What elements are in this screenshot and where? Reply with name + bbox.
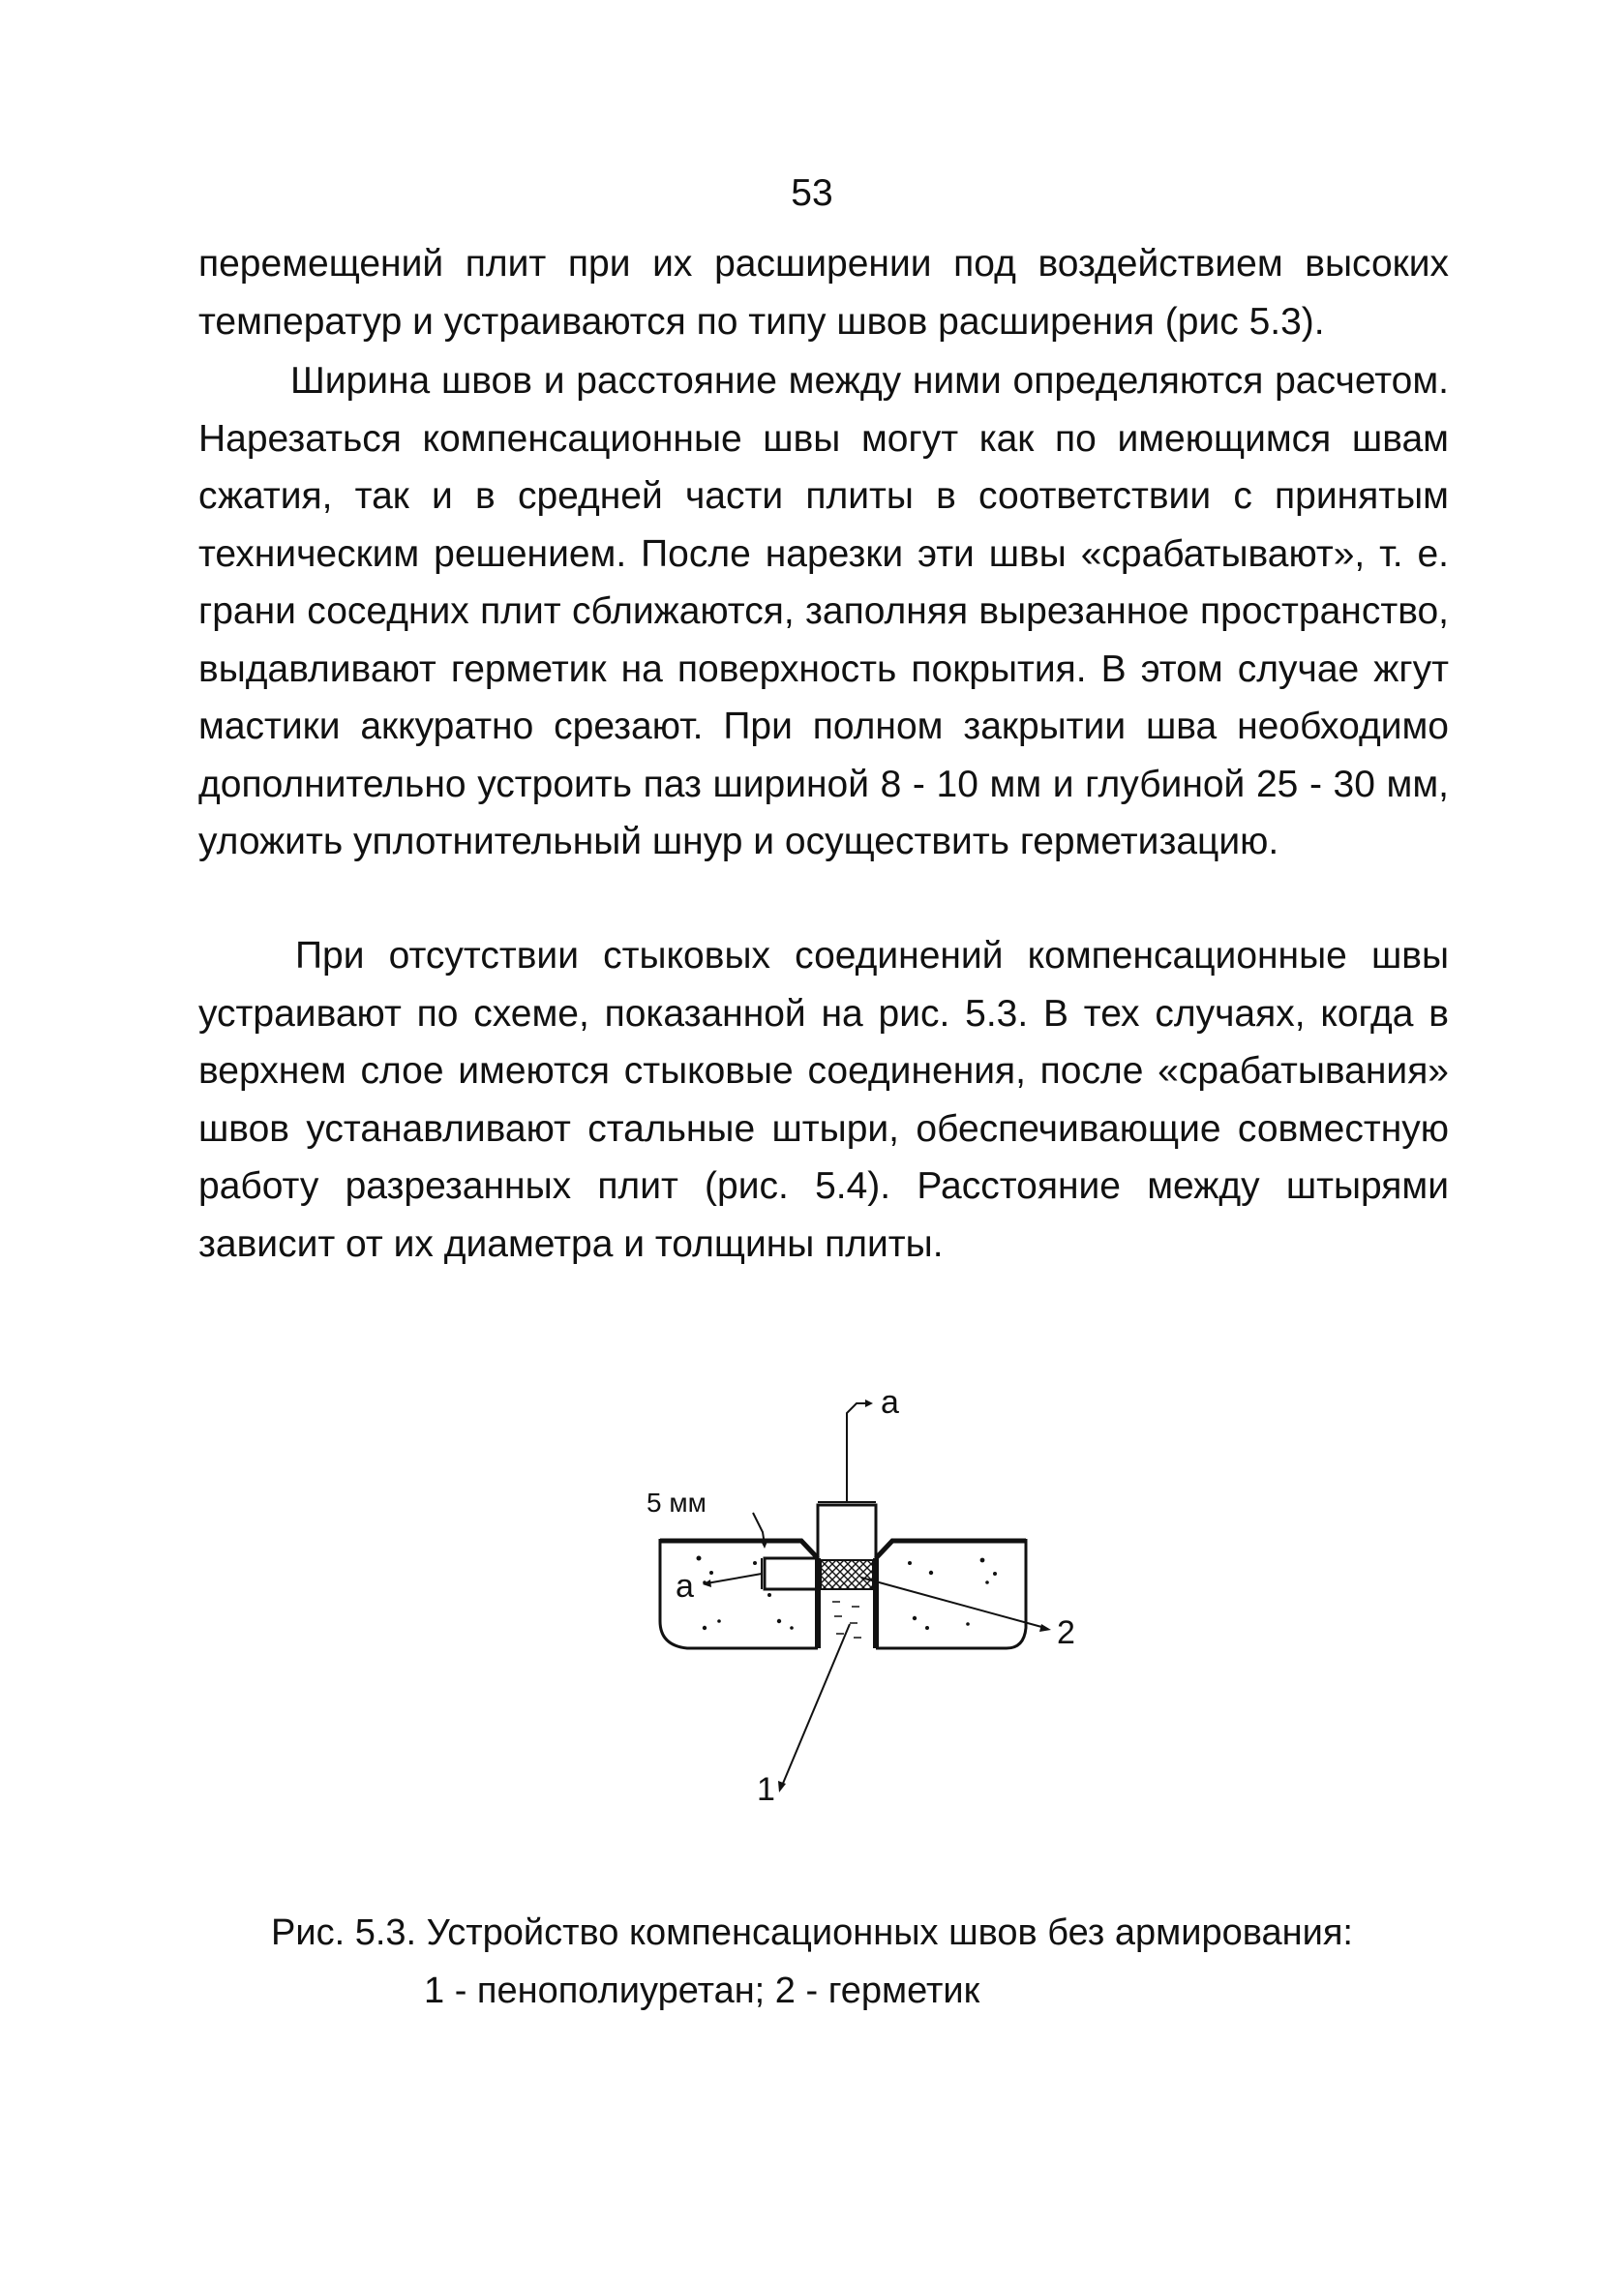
dimension-box-left [765,1558,818,1589]
joint-diagram [619,1374,1123,1820]
sealant-fill [821,1560,873,1589]
arrow-a-top [865,1399,873,1407]
leader-a-left [707,1574,762,1583]
paragraph-2 [198,352,1449,871]
arrow-1 [778,1781,786,1792]
paragraph-3 [198,927,1449,1273]
figure-caption-legend: 1 - пенополиуретан; 2 - герметик [424,1971,980,2011]
arrow-2 [1039,1624,1051,1632]
surface-line [660,1541,1026,1558]
dimension-box-top [818,1505,876,1558]
label-a-top: а [881,1384,899,1421]
label-1: 1 [757,1771,775,1808]
label-a-left: а [676,1568,694,1605]
paragraph-1-text: перемещений плит при их расширении под воздействием высоких температур и устраиваются по типу швов расширения (рис 5.3). [198,243,1449,343]
label-2: 2 [1057,1614,1075,1651]
leader-a-top [847,1403,871,1502]
right-slab-outline [876,1539,1026,1648]
paragraph-2-text: Ширина швов и расстояние между ними определяются расчетом. Нарезаться компенсационные швы могут как по имеющимся швам сжатия, так и в средней части плиты в соответствии с принятым техническим решением. После нарезки эти швы «срабатывают», т. е. грани соседних плит сближаются, заполняя вырезанное пространство, выдавливают герметик на поверхность покрытия. В этом случае жгут мастики аккуратно срезают. При полном закрытии шва необходимо дополнительно устроить паз шириной 8 - 10 мм и глубиной 25 - 30 мм, уложить уплотнительный шнур и осуществить герметизацию. [198,360,1449,862]
paragraph-1 [198,235,1449,350]
label-5mm: 5 мм [647,1488,707,1518]
figure-caption-title: Рис. 5.3. Устройство компенсационных швов без армирования: [271,1912,1353,1953]
arrow-5mm [760,1539,768,1549]
paragraph-3-text: При отсутствии стыковых соединений компенсационные швы устраивают по схеме, показанной на рис. 5.3. В тех случаях, когда в верхнем слое имеются стыковые соединения, после «срабатывания» швов устанавливают стальные штыри, обеспечивающие совместную работу разрезанных плит (рис. 5.4). Расстояние между штырями зависит от их диаметра и толщины плиты. [198,935,1449,1265]
page-number: 53 [791,172,833,214]
leader-2 [861,1578,1045,1628]
